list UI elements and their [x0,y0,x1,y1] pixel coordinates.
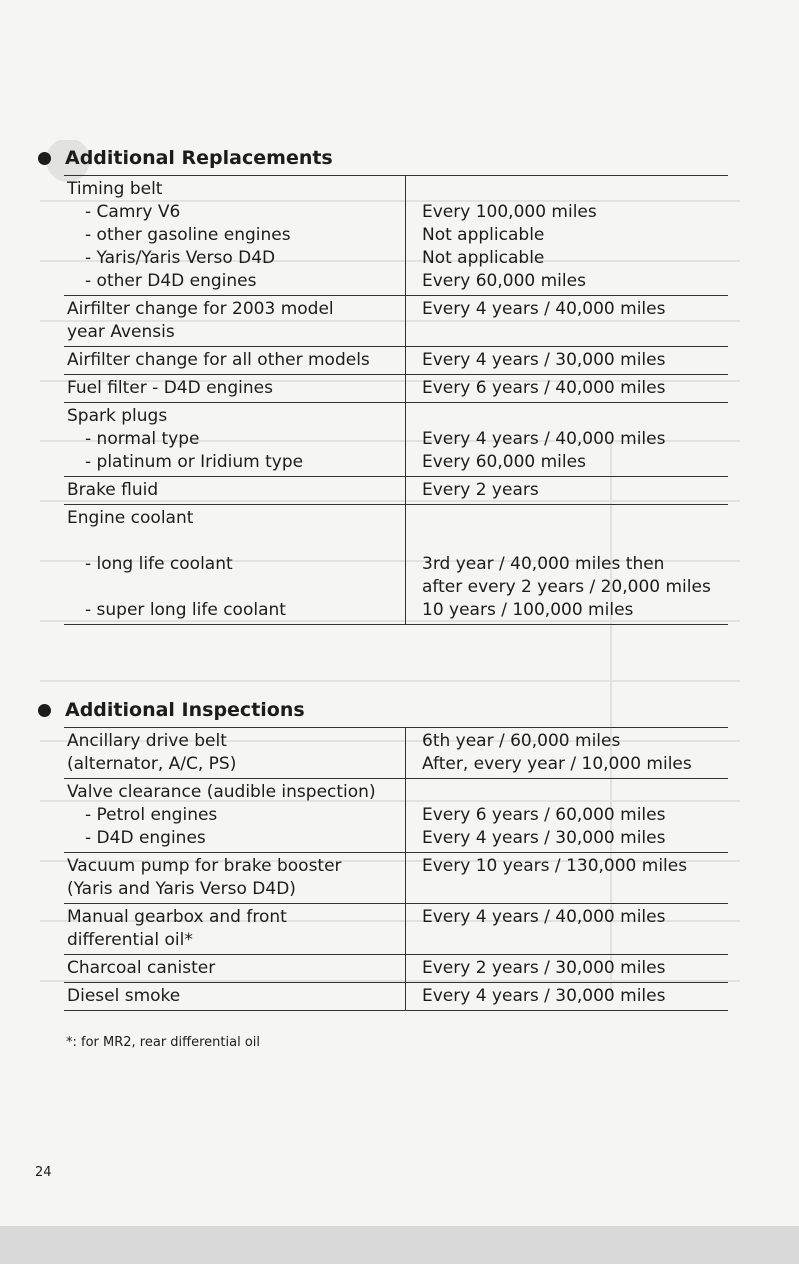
additional-inspections-heading [38,693,728,727]
interval-text: Every 2 years / 30,000 miles [422,958,666,978]
interval-cell [406,347,729,375]
interval-text: Every 4 years / 30,000 miles [422,828,666,848]
interval-cell [406,853,729,904]
page-bottom-edge [0,1226,799,1264]
additional-replacements-heading [38,141,728,175]
item-text: differential oil* [67,930,193,950]
interval-text: Every 60,000 miles [422,452,586,472]
interval-cell [406,779,729,853]
item-text: - Yaris/Yaris Verso D4D [85,248,276,268]
item-cell [64,904,406,955]
item-text: - platinum or Iridium type [85,452,304,472]
table-row [64,296,728,347]
additional-inspections-section [38,693,728,1011]
item-text: - super long life coolant [85,600,286,620]
interval-text: Every 4 years / 40,000 miles [422,907,666,927]
item-text: Manual gearbox and front [67,907,287,927]
interval-text: Every 100,000 miles [422,202,597,222]
interval-cell [406,955,729,983]
table-row [64,375,728,403]
item-cell [64,403,406,477]
item-text: Charcoal canister [67,958,216,978]
item-cell [64,375,406,403]
interval-cell [406,176,729,296]
item-text: Spark plugs [67,406,168,426]
table-row [64,904,728,955]
item-text: - Petrol engines [85,805,218,825]
table-row [64,403,728,477]
item-text: Valve clearance (audible inspection) [67,782,376,802]
item-text: (Yaris and Yaris Verso D4D) [67,879,296,899]
item-cell [64,347,406,375]
interval-cell [406,904,729,955]
interval-text: Every 6 years / 60,000 miles [422,805,666,825]
footnote: *: for MR2, rear differential oil [66,1035,261,1050]
section-title: Additional Replacements [65,147,333,169]
interval-text: 6th year / 60,000 miles [422,731,621,751]
table-row [64,779,728,853]
item-text: - long life coolant [85,554,233,574]
interval-text: Every 60,000 miles [422,271,586,291]
table-row [64,347,728,375]
table-row [64,505,728,625]
item-text: Timing belt [67,179,163,199]
additional-replacements-section [38,141,728,625]
table-row [64,176,728,296]
bullet-icon [38,152,51,165]
section-title: Additional Inspections [65,699,305,721]
table-row [64,983,728,1011]
item-text: Ancillary drive belt [67,731,227,751]
item-text: Airfilter change for all other models [67,350,370,370]
item-cell [64,955,406,983]
item-text: - normal type [85,429,200,449]
item-text: year Avensis [67,322,175,342]
item-text: Engine coolant [67,508,194,528]
item-text: Vacuum pump for brake booster [67,856,342,876]
replacements-table [64,175,728,625]
page-number: 24 [35,1165,52,1180]
interval-cell [406,403,729,477]
interval-text: Every 4 years / 40,000 miles [422,429,666,449]
item-text: - other gasoline engines [85,225,291,245]
item-cell [64,176,406,296]
interval-text: Not applicable [422,248,545,268]
interval-cell [406,728,729,779]
item-cell [64,779,406,853]
interval-text: after every 2 years / 20,000 miles [422,577,711,597]
item-cell [64,505,406,625]
item-cell [64,983,406,1011]
interval-cell [406,296,729,347]
bullet-icon [38,704,51,717]
interval-text: Every 6 years / 40,000 miles [422,378,666,398]
interval-text: After, every year / 10,000 miles [422,754,692,774]
table-row [64,955,728,983]
item-cell [64,728,406,779]
item-text: - D4D engines [85,828,206,848]
interval-cell [406,983,729,1011]
interval-cell [406,505,729,625]
interval-text: 10 years / 100,000 miles [422,600,634,620]
item-text: Diesel smoke [67,986,181,1006]
table-row [64,477,728,505]
interval-text: Every 4 years / 30,000 miles [422,350,666,370]
interval-text: Every 10 years / 130,000 miles [422,856,688,876]
interval-text: Every 4 years / 30,000 miles [422,986,666,1006]
item-text: - other D4D engines [85,271,257,291]
item-text: Brake fluid [67,480,159,500]
item-text: Airfilter change for 2003 model [67,299,334,319]
item-cell [64,853,406,904]
interval-text: 3rd year / 40,000 miles then [422,554,665,574]
interval-text: Every 2 years [422,480,539,500]
table-row [64,853,728,904]
interval-cell [406,375,729,403]
item-cell [64,477,406,505]
item-text: Fuel filter - D4D engines [67,378,273,398]
item-text: (alternator, A/C, PS) [67,754,237,774]
interval-text: Not applicable [422,225,545,245]
interval-text: Every 4 years / 40,000 miles [422,299,666,319]
interval-cell [406,477,729,505]
item-text: - Camry V6 [85,202,181,222]
table-row [64,728,728,779]
inspections-table [64,727,728,1011]
item-cell [64,296,406,347]
